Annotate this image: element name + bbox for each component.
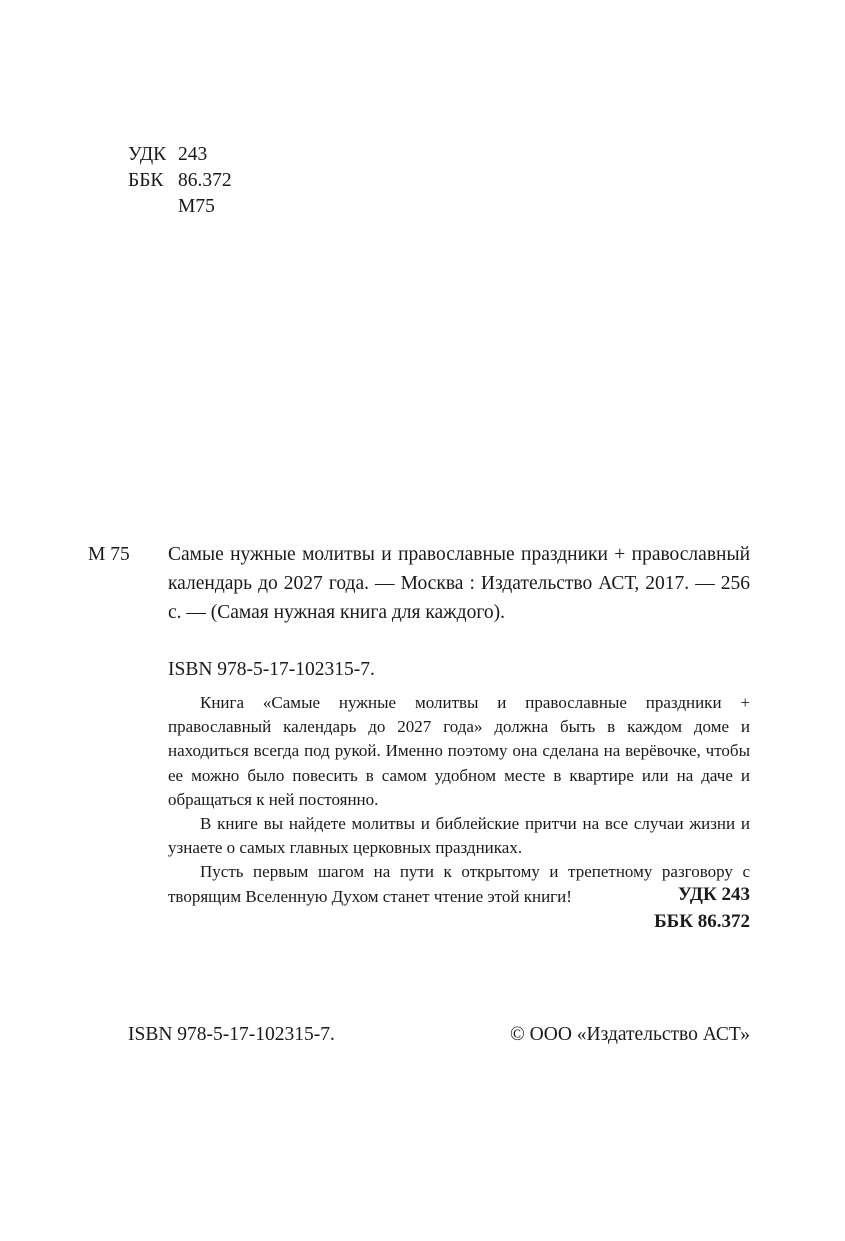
classification-row-bbk <box>128 168 232 194</box>
classification-footer-udk: УДК 243 <box>677 884 750 905</box>
footer-copyright: © ООО «Издательство АСТ» <box>509 1024 750 1045</box>
classification-value-bbk: 86.372 <box>178 170 232 191</box>
bibliographic-sigla: М 75 <box>88 544 130 565</box>
classification-footer-bbk: ББК 86.372 <box>654 911 750 932</box>
annotation-paragraph-1: Книга «Самые нужные молитвы и православные праздники + православный календарь до 2027 года» должна быть в каждом доме и находиться всегда под рукой. Именно поэтому она сделана на верёвочке, чтобы ее можно было повесить в самом удобном месте в квартире или на даче и обращаться к ней постоянно. <box>168 693 750 809</box>
classification-footer <box>654 881 750 935</box>
page-footer <box>128 1022 750 1048</box>
footer-isbn: ISBN 978-5-17-102315-7. <box>128 1024 335 1045</box>
annotation <box>168 691 750 909</box>
isbn-inner: ISBN 978-5-17-102315-7. <box>168 659 375 680</box>
classification-header <box>128 142 232 220</box>
classification-label-bbk: ББК <box>128 170 164 191</box>
classification-label-sigla <box>128 194 178 220</box>
bibliographic-entry <box>88 540 750 627</box>
classification-value-sigla: М75 <box>178 196 215 217</box>
annotation-paragraph-3: Пусть первым шагом на пути к открытому и трепетному разговору с творящим Вселенную Духом станет чтение этой книги! <box>168 862 750 906</box>
annotation-paragraph-2: В книге вы найдете молитвы и библейские притчи на все случаи жизни и узнаете о самых главных церковных праздниках. <box>168 814 750 858</box>
classification-row-sigla <box>128 194 232 220</box>
classification-value-udk: 243 <box>178 144 208 165</box>
bibliographic-text: Самые нужные молитвы и православные праздники + православный календарь до 2027 года. — Москва : Издательство АСТ, 2017. — 256 с. — (Самая нужная книга для каждого). <box>168 544 750 623</box>
classification-row-udk <box>128 142 232 168</box>
classification-label-udk: УДК <box>128 144 167 165</box>
